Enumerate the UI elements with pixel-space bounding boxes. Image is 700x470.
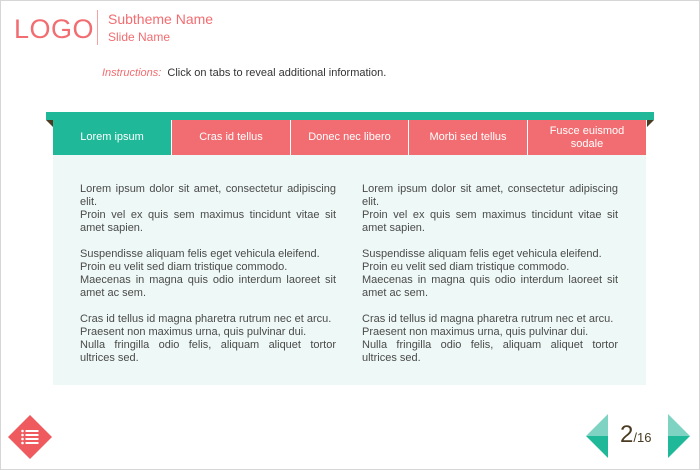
content-column-right (362, 183, 618, 378)
header-divider (97, 10, 98, 45)
text-line: Nulla fringilla odio felis, aliquam aliquet tortor ultrices sed. (362, 339, 618, 364)
text-line: Cras id tellus id magna pharetra rutrum nec et arcu. (362, 313, 614, 325)
instructions-label: Instructions: (102, 67, 162, 79)
next-arrow-icon (668, 414, 690, 458)
paragraph (80, 183, 336, 235)
text-line: Maecenas in magna quis odio interdum laoreet sit amet ac sem. (362, 274, 618, 299)
text-line: Proin vel ex quis sem maximus tincidunt vitae sit amet sapien. (362, 209, 618, 234)
text-line: Lorem ipsum dolor sit amet, consectetur adipiscing elit. (80, 183, 336, 208)
tab-cras-id-tellus[interactable]: Cras id tellus (171, 120, 290, 155)
paragraph (80, 313, 336, 365)
current-page: 2 (620, 421, 634, 448)
text-line: Praesent non maximus urna, quis pulvinar dui. (362, 326, 589, 338)
logo: LOGO (14, 14, 95, 44)
menu-icon (7, 414, 53, 460)
paragraph (362, 248, 618, 300)
paragraph (80, 248, 336, 300)
instructions (102, 66, 386, 80)
page-indicator (620, 421, 660, 449)
text-line: Nulla fringilla odio felis, aliquam aliquet tortor ultrices sed. (80, 339, 336, 364)
text-line: Cras id tellus id magna pharetra rutrum nec et arcu. (80, 313, 332, 325)
text-line: Praesent non maximus urna, quis pulvinar dui. (80, 326, 307, 338)
text-line: Proin eu velit sed diam tristique commodo. (80, 261, 288, 273)
paragraph (362, 183, 618, 235)
page-separator: / (633, 430, 637, 445)
next-slide-button[interactable] (668, 414, 690, 458)
menu-button[interactable] (7, 414, 53, 460)
total-pages: 16 (636, 430, 652, 445)
tab-morbi-sed-tellus[interactable]: Morbi sed tellus (408, 120, 527, 155)
text-line: Proin eu velit sed diam tristique commodo. (362, 261, 570, 273)
tab-donec-nec-libero[interactable]: Donec nec libero (290, 120, 408, 155)
tab-lorem-ipsum[interactable]: Lorem ipsum (53, 120, 171, 166)
text-line: Suspendisse aliquam felis eget vehicula eleifend. (80, 248, 320, 260)
tab-bar-ribbon (46, 112, 654, 120)
text-line: Suspendisse aliquam felis eget vehicula eleifend. (362, 248, 602, 260)
slide-name: Slide Name (108, 30, 171, 44)
text-line: Maecenas in magna quis odio interdum laoreet sit amet ac sem. (80, 274, 336, 299)
prev-arrow-icon (586, 414, 608, 458)
subtheme-name: Subtheme Name (108, 11, 214, 27)
prev-slide-button[interactable] (586, 414, 608, 458)
ribbon-fold-right (647, 120, 654, 127)
text-line: Lorem ipsum dolor sit amet, consectetur adipiscing elit. (362, 183, 618, 208)
paragraph (362, 313, 618, 365)
tab-fusce-euismod-sodale[interactable]: Fusce euismod sodale (527, 120, 646, 155)
text-line: Proin vel ex quis sem maximus tincidunt vitae sit amet sapien. (80, 209, 336, 234)
tab-list (53, 120, 646, 155)
instructions-text: Click on tabs to reveal additional information. (167, 67, 387, 79)
content-column-left (80, 183, 336, 378)
ribbon-fold-left (46, 120, 53, 127)
